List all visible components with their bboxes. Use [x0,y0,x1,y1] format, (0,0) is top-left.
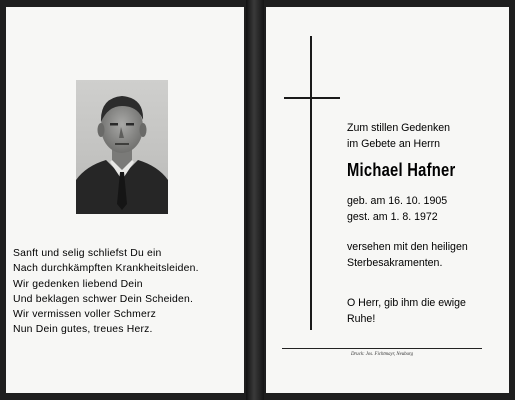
prayer-line-2: Ruhe! [347,313,376,325]
footer-divider [282,348,482,349]
poem-line: Nach durchkämpften Krankheitsleiden. [13,263,199,275]
cross-horizontal-bar [284,97,340,99]
cross-vertical-bar [310,36,312,330]
intro-line-1: Zum stillen Gedenken [347,122,451,134]
portrait-photo [76,80,168,214]
deceased-name: Michael Hafner [347,160,456,180]
sacrament-line-1: versehen mit den heiligen [347,241,468,253]
poem-line: Nun Dein gutes, treues Herz. [13,324,153,336]
poem-line: Wir vermissen voller Schmerz [13,309,157,321]
death-date: gest. am 1. 8. 1972 [347,211,438,223]
prayer-line-1: O Herr, gib ihm die ewige [347,297,466,309]
sacrament-line-2: Sterbesakramenten. [347,257,443,269]
poem-line: Sanft und selig schliefst Du ein [13,248,162,259]
printer-credit: Druck: Jos. Fichtmayr, Neuburg [350,352,414,357]
poem-line: Und beklagen schwer Dein Scheiden. [13,293,194,305]
card-fold [246,0,264,400]
poem [13,246,233,338]
poem-line: Wir gedenken liebend Dein [13,278,143,290]
intro-line-2: im Gebete an Herrn [347,138,441,150]
birth-date: geb. am 16. 10. 1905 [347,195,448,207]
